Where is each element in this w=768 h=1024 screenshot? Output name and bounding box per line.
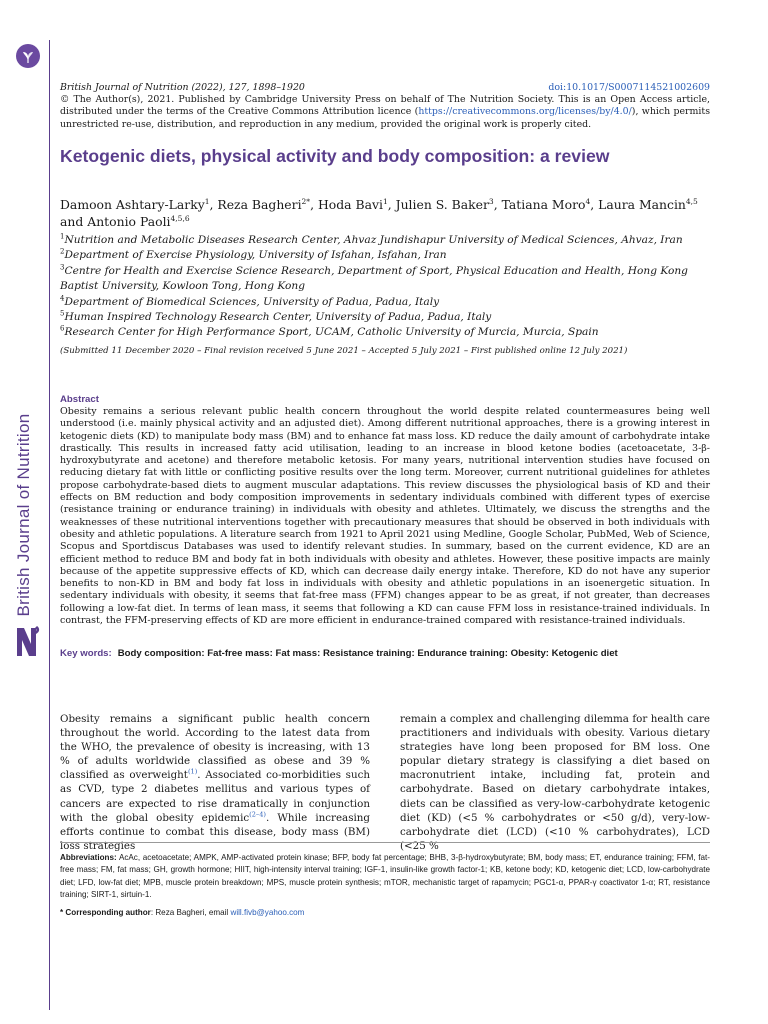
affiliation-item (60, 264, 710, 295)
affiliation-text: Human Inspired Technology Research Center, University of Padua, Padua, Italy (64, 311, 492, 324)
affiliation-text: Research Center for High Performance Sport, UCAM, Catholic University of Murcia, Murcia, Spain (64, 326, 599, 339)
author-affiliation-mark: 3 (488, 196, 494, 206)
author-affiliation-mark: 4,5 (685, 196, 698, 206)
author-affiliation-mark: 4,5,6 (170, 213, 190, 223)
author-name: Julien S. Baker (395, 197, 489, 212)
author-list (60, 196, 710, 230)
body-column-left (60, 712, 370, 853)
license-statement (60, 94, 710, 131)
doi-link[interactable]: doi:10.1017/S0007114521002609 (548, 82, 710, 93)
keywords-label: Key words: (60, 648, 112, 659)
affiliation-item (60, 325, 710, 340)
affiliation-list (60, 233, 710, 341)
abbreviations-label: Abbreviations: (60, 853, 117, 862)
affiliation-number: 3 (60, 263, 65, 272)
author-separator: , (310, 197, 318, 212)
side-journal-name: British Journal of Nutrition (14, 413, 33, 617)
footnote-divider (60, 842, 710, 843)
body-column-right: remain a complex and challenging dilemma for health care practitioners and individuals with obesity. Various dietary strategies have long been proposed for BM loss. One popular dietary strategy is classifying a diet based on macronutrient intake, including fat, protein and carbohydrate. Based on dietary carbohydrate intakes, diets can be classified as very-low-carbohydrate ketogenic diet (KD) (<5 % carbohydrates or <50 g/d), very-low-carbohydrate diet (LCD) (<10 % carbohydrates), LCD (<25 % (400, 713, 710, 852)
affiliation-item (60, 295, 710, 310)
corresponding-author-label: * Corresponding author (60, 908, 151, 917)
author-separator: , (387, 197, 396, 212)
abbreviations-footnote (60, 852, 710, 901)
corresponding-email-link[interactable]: will.fivb@yahoo.com (230, 908, 305, 917)
license-link[interactable]: https://creativecommons.org/licenses/by/4.0/ (418, 106, 632, 118)
affiliation-number: 6 (60, 324, 65, 333)
corresponding-author (60, 908, 710, 917)
citation-ref[interactable]: (1) (187, 767, 198, 776)
keywords (60, 648, 710, 659)
article-title: Ketogenic diets, physical activity and body composition: a review (60, 146, 610, 166)
corresponding-author-text: : Reza Bagheri, email (150, 908, 231, 917)
affiliation-text: Department of Biomedical Sciences, University of Padua, Padua, Italy (64, 295, 440, 308)
author-name: Reza Bagheri (217, 197, 302, 212)
author-name: Laura Mancin (598, 197, 686, 212)
affiliation-number: 4 (60, 294, 65, 303)
author-name: Tatiana Moro (501, 197, 586, 212)
author-separator: , (493, 197, 502, 212)
affiliation-text: Nutrition and Metabolic Diseases Research Center, Ahvaz Jundishapur University of Medical Sciences, Ahvaz, Iran (64, 234, 683, 246)
citation-line (60, 82, 710, 93)
abstract-heading: Abstract (60, 394, 99, 405)
author-name: Hoda Bavi (317, 197, 383, 212)
abstract-text: Obesity remains a serious relevant public health concern throughout the world despite related countermeasures being well understood (i.e. mainly physical activity and an adjusted diet). Among different nutritional approaches, there is a growing interest in ketogenic diets (KD) to manipulate body mass (BM) and to enhance fat mass loss. KD reduce the daily amount of carbohydrate intake drastically. This results in increased fatty acid utilisation, leading to an increase in blood ketone bodies (acetoacetate, 3-β-hydroxybutyrate and acetone) and therefore metabolic ketosis. For many years, nutritional intervention studies have focused on reducing dietary fat with little or conflicting positive results over the long term. Moreover, current nutritional guidelines for athletes propose carbohydrate-based diets to augment muscular adaptations. This review discusses the physiological basis of KD and their effects on BM reduction and body composition improvements in sedentary individuals combined with different types of exercise (resistance training or endurance training) in individuals with obesity and athletes. Ultimately, we discuss the strengths and the weaknesses of these nutritional interventions together with precautionary measures that should be observed in both individuals with obesity and athletic populations. A literature search from 1921 to April 2021 using Medline, Google Scholar, PubMed, Web of Science, Scopus and Sportdiscus Databases was used to identify relevant studies. In summary, based on the current evidence, KD are an efficient method to reduce BM and body fat in both individuals with obesity and athletes. However, these positive impacts are mainly because of the appetite suppressive effects of KD, which can decrease daily energy intake. Therefore, KD do not have any superior benefits to non-KD in BM and body fat loss in individuals with obesity and athletic populations in an isoenergetic situation. In sedentary individuals with obesity, it seems that fat-free mass (FFM) changes appear to be as great, if not greater, than decreases following a low-fat diet. In terms of lean mass, it seems that following a KD can cause FFM loss in resistance-trained individuals. In contrast, the FFM-preserving effects of KD are more efficient in endurance-trained compared with resistance-trained individuals. (60, 406, 710, 627)
journal-citation: British Journal of Nutrition (2022), 127, 1898–1920 (60, 82, 305, 93)
submission-dates: (Submitted 11 December 2020 – Final revision received 5 June 2021 – Accepted 5 July 2021 – First published online 12 July 2021) (60, 346, 628, 356)
author-affiliation-mark: 1 (204, 196, 210, 206)
side-rule (49, 40, 50, 1010)
author-affiliation-mark: 4 (585, 196, 591, 206)
body-text: Obesity remains a significant public health concern throughout the world. According to the latest data from the WHO, the prevalence of obesity is increasing, with 13 % of adults worldwide classified as obese and 39 % classified as overweight (60, 713, 370, 782)
body-text: . Associated co-morbidities such as CVD, type 2 diabetes mellitus and various types of cancers are expected to rise dramatically in conjunction with the global obesity epidemic (60, 769, 370, 824)
author-separator: , (209, 197, 218, 212)
license-text-start: © The Author(s), 2021. Published by Cambridge University Press on behalf of The Nutrition Society. This is an Open Access article, distributed under the terms of the Creative Commons Attribution licence ( (60, 94, 710, 118)
side-journal-banner (0, 370, 48, 660)
abbreviations-text: AcAc, acetoacetate; AMPK, AMP-activated protein kinase; BFP, body fat percentage; BHB, 3-β-hydroxybutyrate; BM, body mass; ET, endurance training; FFM, fat-free mass; FM, fat mass; GH, growth hormone; HIIT, high-intensity interval training; IGF-1, insulin-like growth factor-1; KB, ketone body; KD, ketogenic diet; LCD, low-carbohydrate diet; LFD, low-fat diet; MPB, muscle protein breakdown; MPS, muscle protein synthesis; mTOR, mechanistic target of rapamycin; PGC1-α, PPAR-γ coactivator 1-α; RT, resistance training; SIRT-1, sirtuin-1. (60, 853, 710, 899)
affiliation-text: Department of Exercise Physiology, University of Isfahan, Isfahan, Iran (64, 249, 447, 262)
open-access-leaf-icon (16, 44, 40, 68)
citation-ref[interactable]: (2–4) (249, 810, 266, 819)
body-text: . While increasing efforts continue to combat this disease, body mass (BM) loss strategies (60, 811, 370, 852)
author-affiliation-mark: 2* (301, 196, 311, 206)
author-affiliation-mark: 1 (382, 196, 388, 206)
affiliation-number: 2 (60, 247, 65, 256)
author-separator: and (60, 214, 88, 229)
affiliation-number: 1 (60, 232, 65, 241)
affiliation-item (60, 248, 710, 263)
author-separator: , (590, 197, 599, 212)
affiliation-item (60, 310, 710, 325)
affiliation-number: 5 (60, 309, 65, 318)
license-text-end: ), which permits unrestricted re-use, distribution, and reproduction in any medium, provided the original work is properly cited. (60, 106, 710, 130)
author-name: Damoon Ashtary-Larky (60, 197, 205, 212)
ns-logo-icon (14, 622, 42, 658)
keywords-text: Body composition: Fat-free mass: Fat mass: Resistance training: Endurance training: Obesity: Ketogenic diet (117, 648, 618, 659)
affiliation-text: Centre for Health and Exercise Science Research, Department of Sport, Physical Education and Health, Hong Kong Baptist University, Kowloon Tong, Hong Kong (60, 264, 688, 293)
affiliation-item (60, 233, 710, 248)
author-name: Antonio Paoli (87, 214, 171, 229)
